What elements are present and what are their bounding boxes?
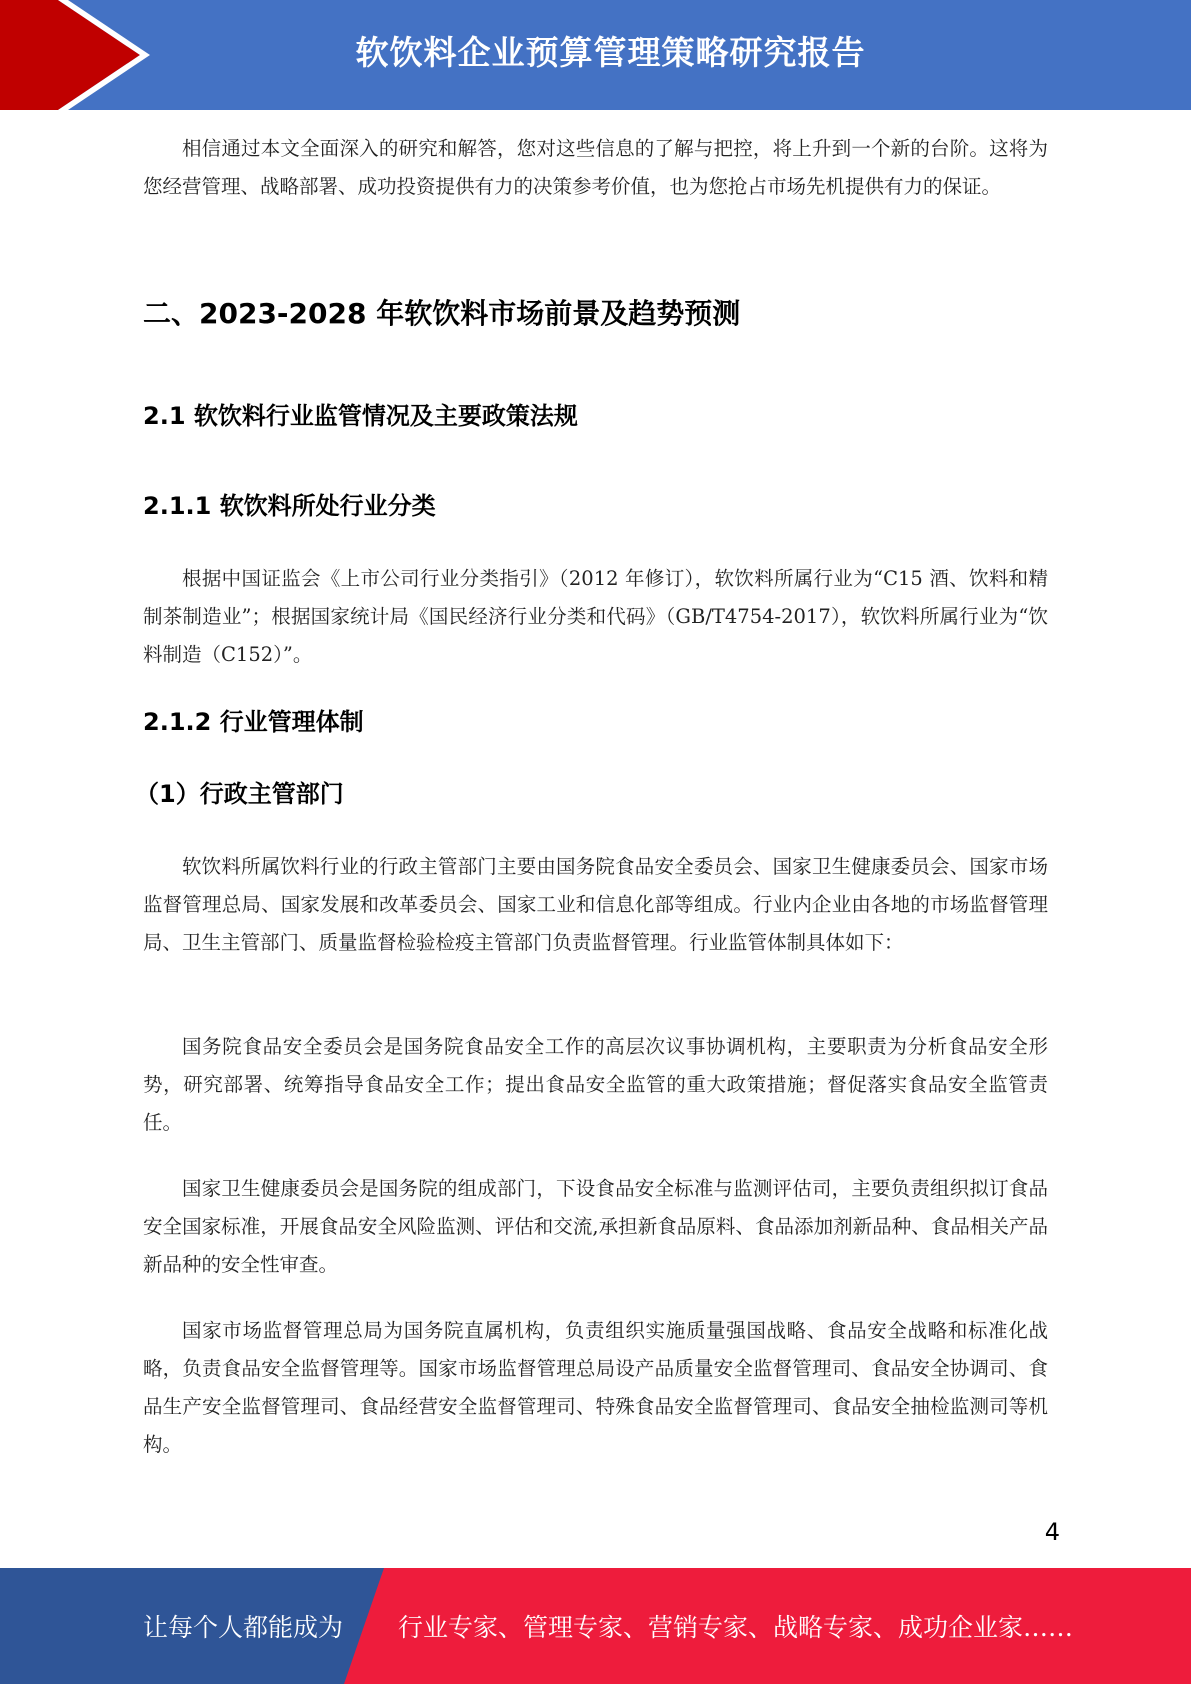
market-regulation-paragraph: 国家市场监督管理总局为国务院直属机构，负责组织实施质量强国战略、食品安全战略和标准化战略，负责食品安全监督管理等。国家市场监督管理总局设产品质量安全监督管理司、食品安全协调司、食品生产安全监督管理司、食品经营安全监督管理司、特殊食品安全监督管理司、食品安全抽检监测司等机构。 — [143, 1319, 1048, 1456]
intro-paragraph: 相信通过本文全面深入的研究和解答，您对这些信息的了解与把控，将上升到一个新的台阶。这将为您经营管理、战略部署、成功投资提供有力的决策参考价值，也为您抢占市场先机提供有力的保证。 — [143, 137, 1048, 198]
subsubsection-heading-management: 2.1.2 行业管理体制 — [143, 708, 364, 736]
item-heading-authorities: （1）行政主管部门 — [135, 780, 344, 808]
food-safety-commission-paragraph: 国务院食品安全委员会是国务院食品安全工作的高层次议事协调机构，主要职责为分析食品安全形势，研究部署、统筹指导食品安全工作；提出食品安全监管的重大政策措施；督促落实食品安全监管责任。 — [143, 1035, 1048, 1134]
subsection-heading: 2.1 软饮料行业监管情况及主要政策法规 — [143, 402, 578, 430]
page-number: 4 — [1044, 1518, 1060, 1546]
section-heading: 二、2023-2028 年软饮料市场前景及趋势预测 — [143, 297, 741, 330]
header-banner — [0, 0, 1191, 110]
report-title: 软饮料企业预算管理策略研究报告 — [355, 33, 866, 72]
health-commission-paragraph: 国家卫生健康委员会是国务院的组成部门，下设食品安全标准与监测评估司，主要负责组织拟订食品安全国家标准，开展食品安全风险监测、评估和交流,承担新食品原料、食品添加剂新品种、食品相关产品新品种的安全性审查。 — [143, 1177, 1048, 1276]
footer-banner — [0, 1568, 1191, 1684]
footer-slogan-left: 让每个人都能成为 — [143, 1613, 344, 1642]
authorities-paragraph: 软饮料所属饮料行业的行政主管部门主要由国务院食品安全委员会、国家卫生健康委员会、国家市场监督管理总局、国家发展和改革委员会、国家工业和信息化部等组成。行业内企业由各地的市场监督管理局、卫生主管部门、质量监督检验检疫主管部门负责监督管理。行业监管体制具体如下： — [143, 855, 1048, 954]
subsubsection-heading-classification: 2.1.1 软饮料所处行业分类 — [143, 492, 436, 520]
classification-paragraph: 根据中国证监会《上市公司行业分类指引》（2012 年修订），软饮料所属行业为“C15 酒、饮料和精制茶制造业”；根据国家统计局《国民经济行业分类和代码》（GB/T4754-2017），软饮料所属行业为“饮料制造（C152）”。 — [143, 567, 1048, 666]
footer-slogan-right: 行业专家、管理专家、营销专家、战略专家、成功企业家…… — [398, 1613, 1074, 1642]
